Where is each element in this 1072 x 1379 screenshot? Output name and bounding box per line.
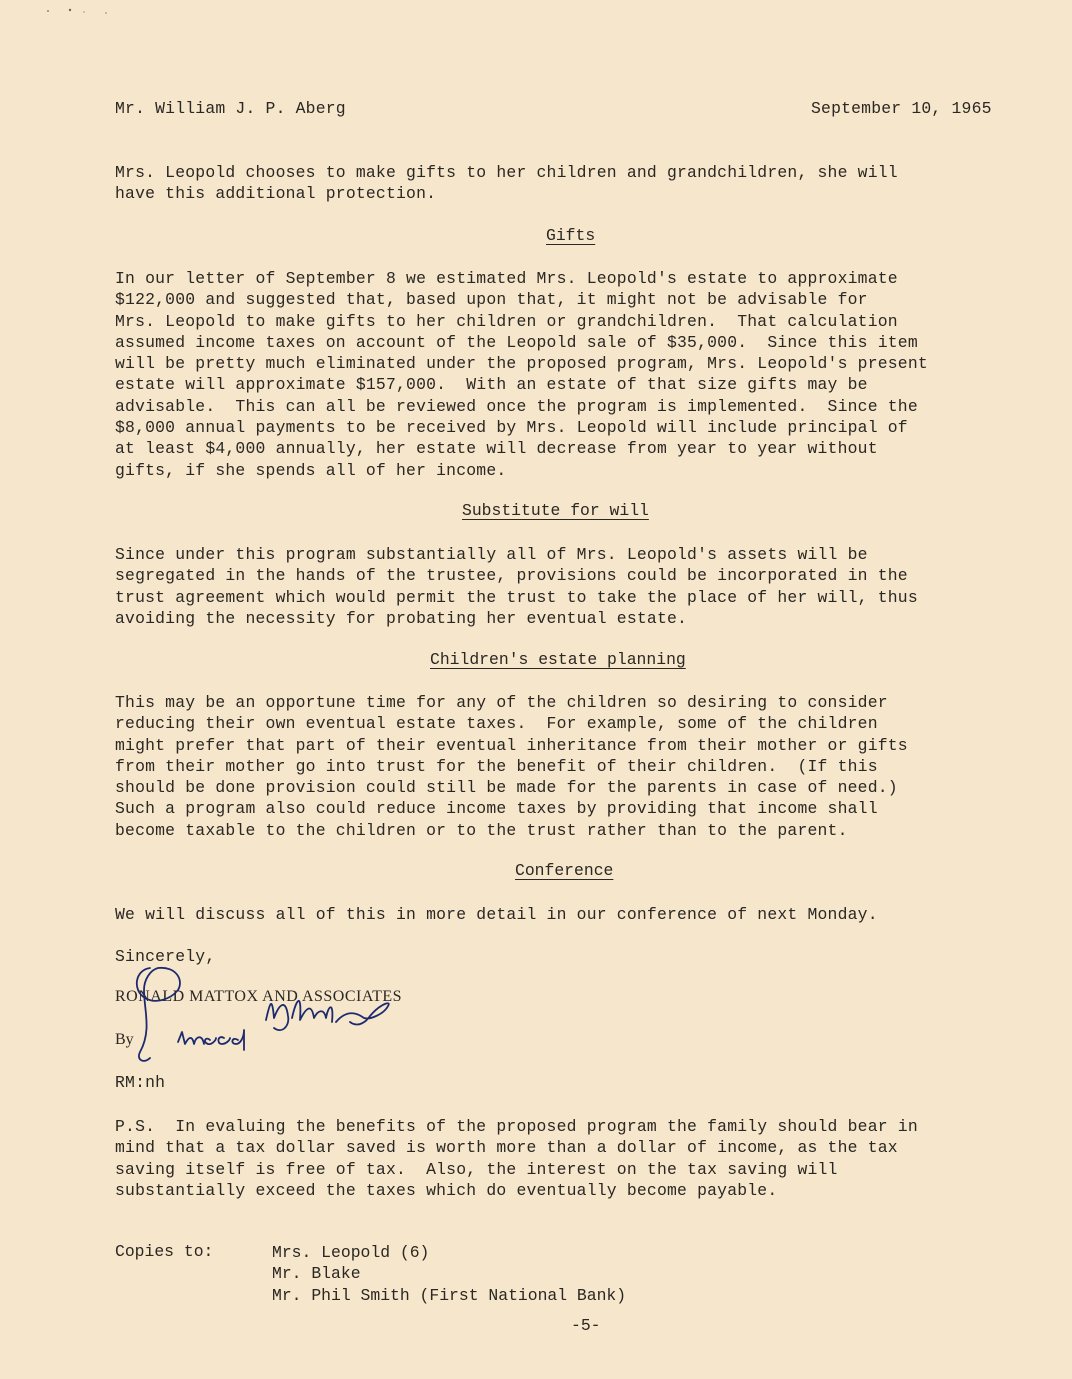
paragraph-line: should be done provision could still be made for the parents in case of need.) — [115, 778, 898, 798]
paragraph-line: $8,000 annual payments to be received by Mrs. Leopold will include principal of — [115, 418, 908, 438]
copies-recipient: Mr. Blake — [272, 1264, 361, 1284]
letter-date: September 10, 1965 — [811, 99, 992, 118]
paper-speck-marks — [44, 4, 124, 18]
childrens-estate-planning-paragraph — [115, 692, 995, 841]
section-heading-substitute-for-will: Substitute for will — [462, 501, 649, 520]
postscript-paragraph — [115, 1116, 995, 1201]
paragraph-line: Since under this program substantially all of Mrs. Leopold's assets will be — [115, 545, 868, 564]
paragraph-line: might prefer that part of their eventual inheritance from their mother or gifts — [115, 735, 908, 755]
paragraph-line: reducing their own eventual estate taxes. For example, some of the children — [115, 714, 878, 734]
copies-recipient: Mrs. Leopold (6) — [272, 1243, 430, 1262]
recipient-name: Mr. William J. P. Aberg — [115, 99, 346, 118]
section-heading-conference: Conference — [515, 861, 614, 880]
paragraph-line: saving itself is free of tax. Also, the interest on the tax saving will — [115, 1159, 838, 1179]
closing-salutation: Sincerely, — [115, 947, 216, 966]
paragraph-line: In our letter of September 8 we estimated Mrs. Leopold's estate to approximate — [115, 269, 898, 288]
copies-label: Copies to: — [115, 1242, 214, 1261]
paragraph-line: from their mother go into trust for the benefit of their children. (If this — [115, 756, 878, 776]
paragraph-line: will be pretty much eliminated under the proposed program, Mrs. Leopold's present — [115, 354, 928, 374]
paragraph-line: trust agreement which would permit the trust to take the place of her will, thus — [115, 587, 918, 607]
by-label: By — [115, 1031, 134, 1048]
typist-initials: RM:nh — [115, 1073, 166, 1092]
paragraph-line: at least $4,000 annually, her estate will decrease from year to year without — [115, 439, 878, 459]
handwritten-signature — [130, 960, 430, 1080]
paragraph-line: estate will approximate $157,000. With an estate of that size gifts may be — [115, 375, 868, 395]
copies-recipient: Mr. Phil Smith (First National Bank) — [272, 1285, 627, 1305]
paragraph-line: P.S. In evaluing the benefits of the proposed program the family should bear in — [115, 1117, 918, 1136]
copies-recipient-list — [272, 1242, 626, 1306]
paragraph-line: Mrs. Leopold chooses to make gifts to her children and grandchildren, she will — [115, 163, 898, 182]
paragraph-line: We will discuss all of this in more detail in our conference of next Monday. — [115, 905, 878, 924]
paragraph-line: have this additional protection. — [115, 184, 437, 204]
paragraph-line: become taxable to the children or to the trust rather than to the parent. — [115, 820, 848, 840]
section-heading-gifts: Gifts — [546, 226, 596, 245]
paragraph-line: avoiding the necessity for probating her eventual estate. — [115, 608, 688, 628]
paragraph-line: Mrs. Leopold to make gifts to her children or grandchildren. That calculation — [115, 311, 898, 331]
intro-paragraph — [115, 162, 995, 205]
paragraph-line: This may be an opportune time for any of the children so desiring to consider — [115, 693, 888, 712]
conference-paragraph — [115, 904, 995, 925]
section-heading-childrens-estate-planning: Children's estate planning — [430, 650, 686, 669]
paragraph-line: assumed income taxes on account of the Leopold sale of $35,000. Since this item — [115, 332, 918, 352]
paragraph-line: gifts, if she spends all of her income. — [115, 460, 507, 480]
firm-name: RONALD MATTOX AND ASSOCIATES — [115, 988, 403, 1005]
substitute-for-will-paragraph — [115, 544, 995, 629]
paragraph-line: $122,000 and suggested that, based upon that, it might not be advisable for — [115, 290, 868, 310]
paragraph-line: substantially exceed the taxes which do eventually become payable. — [115, 1180, 778, 1200]
page-number: -5- — [571, 1316, 601, 1335]
paragraph-line: Such a program also could reduce income taxes by providing that income shall — [115, 799, 878, 819]
paragraph-line: mind that a tax dollar saved is worth more than a dollar of income, as the tax — [115, 1138, 898, 1158]
paragraph-line: segregated in the hands of the trustee, provisions could be incorporated in the — [115, 566, 908, 586]
paragraph-line: advisable. This can all be reviewed once the program is implemented. Since the — [115, 396, 918, 416]
gifts-paragraph — [115, 268, 995, 481]
